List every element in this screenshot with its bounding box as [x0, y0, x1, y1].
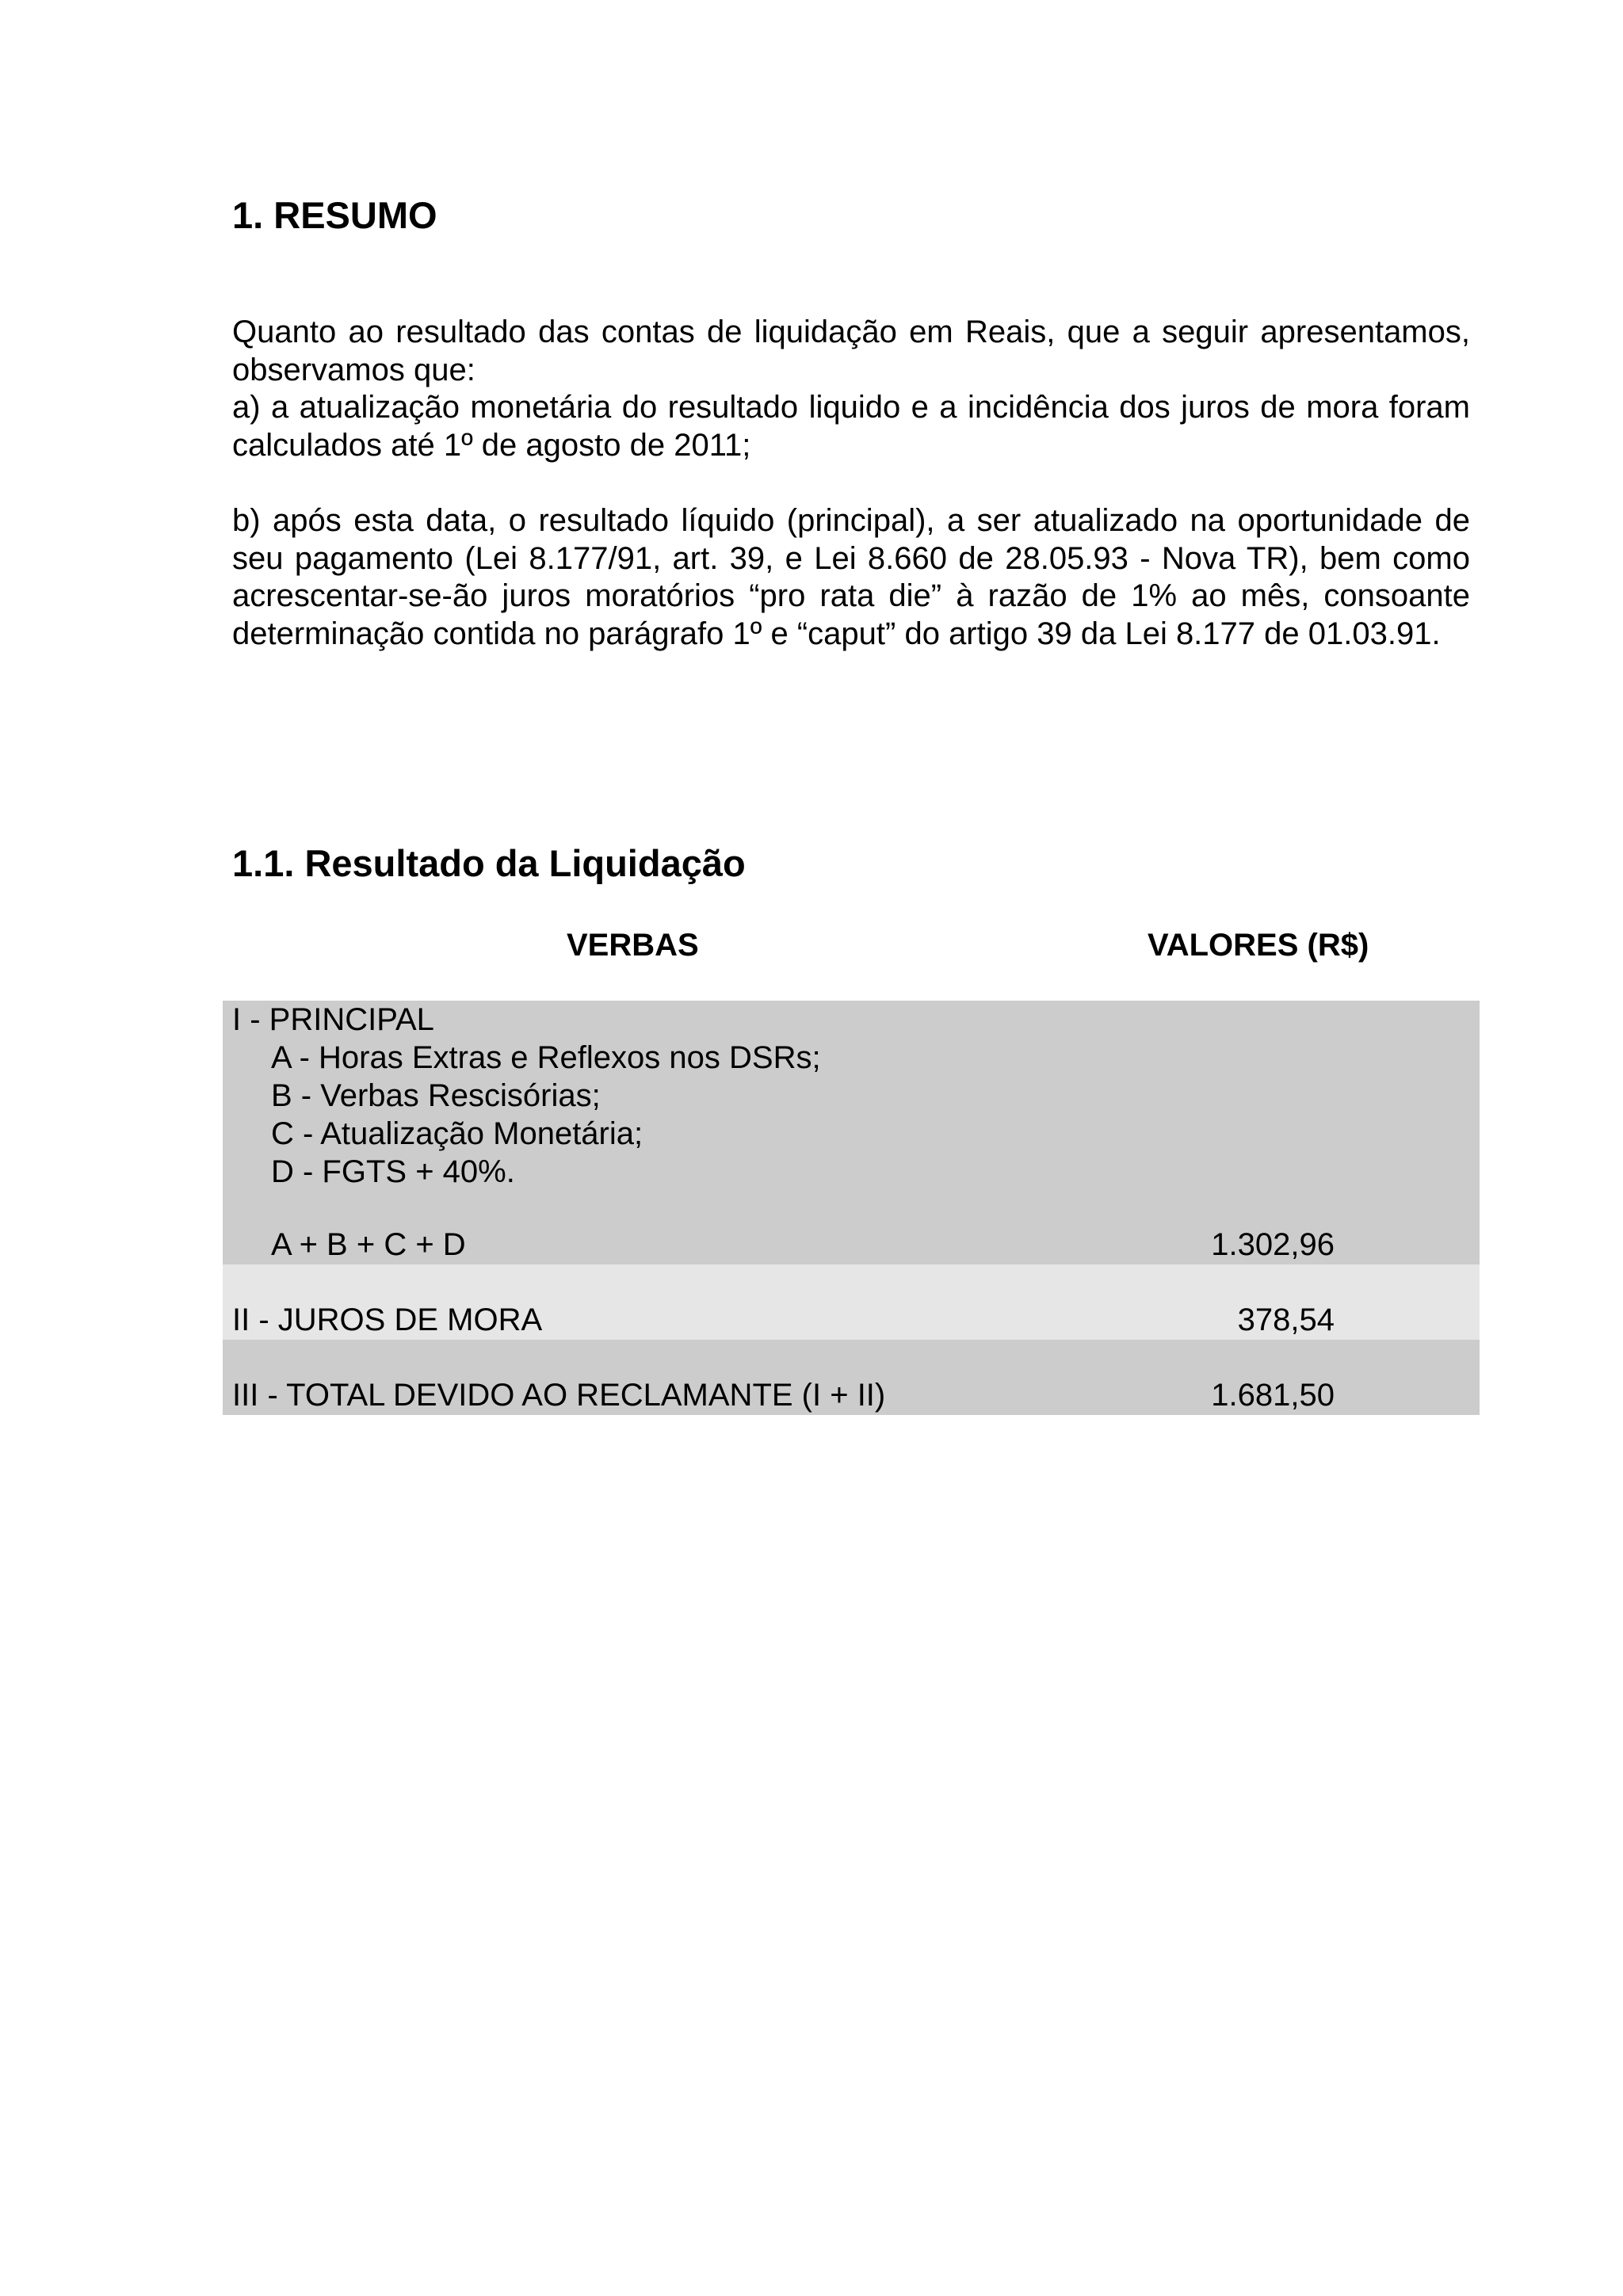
paragraph-intro: Quanto ao resultado das contas de liquidação em Reais, que a seguir apresentamos, observamos que:: [232, 315, 1470, 387]
juros-value: 378,54: [1237, 1302, 1335, 1337]
summary-paragraph-1: [232, 314, 1470, 464]
table-row-total: [223, 1340, 1480, 1415]
table-row-principal: [223, 1001, 1480, 1264]
total-value: 1.681,50: [1211, 1378, 1335, 1413]
column-header-valores: VALORES (R$): [1148, 928, 1369, 963]
principal-item-b: B - Verbas Rescisórias;: [271, 1078, 601, 1113]
section-title: 1. RESUMO: [232, 194, 437, 236]
principal-sum-label: A + B + C + D: [271, 1227, 466, 1262]
principal-label: I - PRINCIPAL: [232, 1002, 434, 1037]
subsection-title: 1.1. Resultado da Liquidação: [232, 842, 746, 884]
principal-item-a: A - Horas Extras e Reflexos nos DSRs;: [271, 1040, 821, 1075]
juros-label: II - JUROS DE MORA: [232, 1302, 543, 1337]
column-header-verbas: VERBAS: [567, 928, 699, 963]
paragraph-item-a: a) a atualização monetária do resultado liquido e a incidência dos juros de mora foram calculados até 1º de agosto de 2011;: [232, 390, 1470, 463]
principal-item-c: C - Atualização Monetária;: [271, 1116, 643, 1151]
total-label: III - TOTAL DEVIDO AO RECLAMANTE (I + II): [232, 1378, 886, 1413]
table-row-juros: [223, 1264, 1480, 1340]
principal-sum-value: 1.302,96: [1211, 1227, 1335, 1262]
summary-paragraph-2: b) após esta data, o resultado líquido (principal), a ser atualizado na oportunidade de seu pagamento (Lei 8.177/91, art. 39, e Lei 8.660 de 28.05.93 - Nova TR), bem como acrescentar-se-ão juros moratórios “pro rata die” à razão de 1% ao mês, consoante determinação contida no parágrafo 1º e “caput” do artigo 39 da Lei 8.177 de 01.03.91.: [232, 503, 1470, 651]
principal-item-d: D - FGTS + 40%.: [271, 1154, 515, 1189]
